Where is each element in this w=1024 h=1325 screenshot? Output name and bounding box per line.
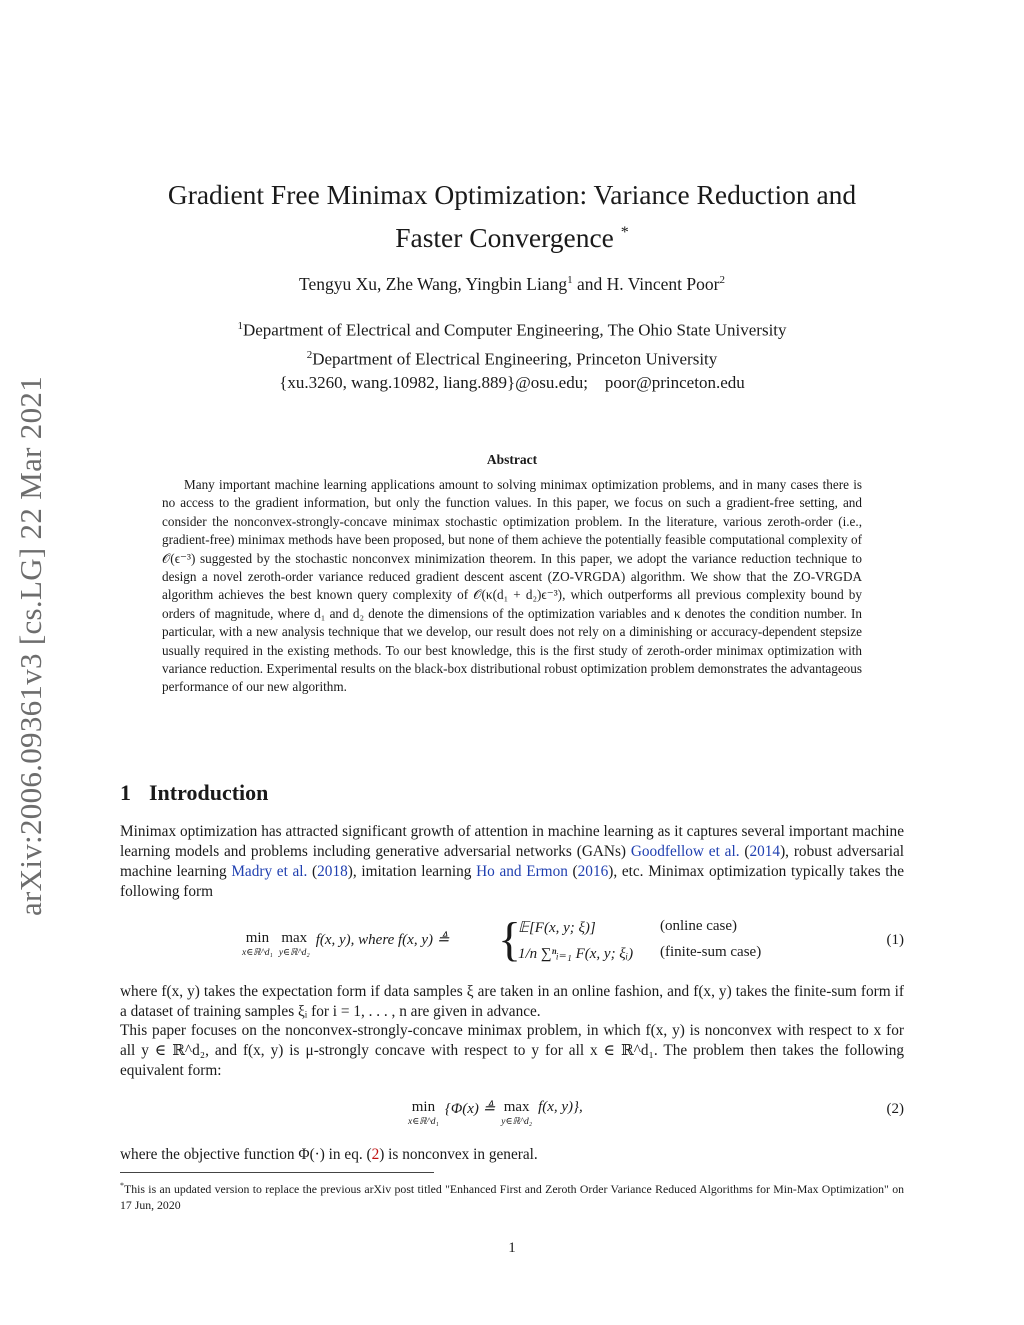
affiliation-princeton: $^2$Department of Electrical Engineering, Princeton University — [306, 348, 718, 369]
intro-paragraph-1: Minimax optimization has attracted significant growth of attention in machine learning as it captures several important machine learning models and problems including generative adversarial networks (GANs) Goodfellow et al. (2014), robust adversarial machine learning Madry et al. (2018), imitation learning Ho and Ermon (2016), etc. Minimax optimization typically takes the following form — [120, 823, 905, 900]
eq2-max-operator: max — [503, 1099, 530, 1115]
eq2-min-subscript: x∈ℝ^d₁ — [408, 1117, 439, 1127]
intro-paragraph-2: where f(x, y) takes the expectation form if data samples ξ are taken in an online fashion, and f(x, y) takes the finite-sum form if a dataset of training samples ξᵢ for i = 1, . . . , n are given in advance. — [120, 983, 904, 1020]
eq2-phi-definition: {Φ(x) ≜ — [444, 1101, 496, 1117]
citation-madry[interactable]: Madry et al. — [231, 863, 308, 880]
equation-1 — [120, 914, 904, 972]
eq2-max-subscript: y∈ℝ^d₂ — [501, 1117, 533, 1127]
affiliations — [100, 314, 924, 395]
intro-paragraph-3: This paper focuses on the nonconvex-strongly-concave minimax problem, in which f(x, y) is nonconvex with respect to x for all y ∈ ℝ^d₂, and f(x, y) is μ-strongly concave with respect to y for all x ∈ ℝ^d₁. The problem then takes the following equivalent form: — [120, 1022, 904, 1079]
eq1-case-finite-sum-label: (finite-sum case) — [660, 944, 762, 960]
eq1-max-subscript: y∈ℝ^d₂ — [278, 948, 310, 958]
eq1-min-subscript: x∈ℝ^d₁ — [242, 948, 273, 958]
citation-goodfellow[interactable]: Goodfellow et al. — [630, 843, 740, 860]
author-list: Tengyu Xu, Zhe Wang, Yingbin Liang$^1$ and H. Vincent Poor$^2$ — [299, 274, 725, 294]
equation-2-reference[interactable]: 2 — [371, 1146, 380, 1163]
footnote-divider — [120, 1172, 434, 1173]
citation-ho-ermon-year[interactable]: 2016 — [577, 863, 609, 880]
eq1-left-brace: { — [498, 913, 522, 966]
eq2-objective: f(x, y)}, — [538, 1099, 583, 1115]
eq1-case-online: 𝔼[F(x, y; ξ)] — [518, 920, 596, 936]
citation-ho-ermon[interactable]: Ho and Ermon — [476, 863, 568, 880]
citation-madry-year[interactable]: 2018 — [317, 863, 348, 880]
eq2-number: (2) — [886, 1101, 904, 1117]
eq1-case-online-label: (online case) — [660, 918, 738, 934]
eq1-definition: f(x, y), where f(x, y) ≜ — [315, 932, 450, 948]
citation-goodfellow-year[interactable]: 2014 — [749, 843, 781, 860]
eq1-number: (1) — [886, 932, 904, 948]
eq1-max-operator: max — [281, 930, 308, 946]
eq2-min-operator: min — [411, 1099, 436, 1115]
abstract-body — [162, 476, 862, 697]
eq1-min-operator: min — [245, 930, 270, 946]
page-number: 1 — [508, 1240, 516, 1256]
title-footnote: *This is an updated version to replace the previous arXiv post titled "Enhanced First and Zeroth Order Variance Reduced Algorithms for Min-Max Optimization" on 17 Jun, 2020 — [120, 1181, 904, 1212]
intro-paragraph-4: where the objective function Φ(·) in eq. (2) is nonconvex in general. — [120, 1146, 538, 1163]
abstract-text: Many important machine learning applications amount to solving minimax optimization problems, and in many cases there is no access to the gradient information, but only the function values. In this paper, we focus on such a gradient-free setting, and consider the nonconvex-strongly-concave minimax stochastic optimization problem. In the literature, various zeroth-order (i.e., gradient-free) minimax methods have been proposed, but none of them achieve the potentially feasible computational complexity of 𝒪(ϵ⁻³) suggested by the stochastic nonconvex minimization theorem. In this paper, we adopt the variance reduction technique to design a novel zeroth-order variance reduced gradient descent ascent (ZO-VRGDA) algorithm. We show that the ZO-VRGDA algorithm achieves the best known query complexity of 𝒪(κ(d₁ + d₂)ϵ⁻³), which outperforms all previous complexity bound by orders of magnitude, where d₁ and d₂ denote the dimensions of the optimization variables and κ denotes the condition number. In particular, with a new analysis technique that we develop, our result does not rely on a diminishing or accuracy-dependent stepsize usually required in the existing methods. To our best knowledge, this is the first study of zeroth-order minimax optimization with variance reduction. Experimental results on the black-box distributional robust optimization problem demonstrates the advantageous performance of our new algorithm. — [162, 477, 862, 695]
paper-title — [100, 176, 924, 257]
affiliation-ohio-state: $^1$Department of Electrical and Computer Engineering, The Ohio State University — [237, 320, 787, 340]
eq1-case-finite-sum: 1/n ∑ⁿᵢ₌₁ F(x, y; ξᵢ) — [518, 946, 634, 962]
author-emails: {xu.3260, wang.10982, liang.889}@osu.edu; poor@princeton.edu — [279, 373, 745, 393]
title-line-2: Faster Convergence * — [395, 222, 629, 254]
title-footnote-mark: * — [620, 224, 629, 241]
equation-2 — [120, 1095, 904, 1135]
title-line-1: Gradient Free Minimax Optimization: Variance Reduction and — [167, 179, 857, 210]
arxiv-identifier-stamp: arXiv:2006.09361v3 [cs.LG] 22 Mar 2021 — [13, 375, 48, 917]
abstract-heading: Abstract — [486, 452, 538, 467]
section-heading-introduction: 1 Introduction — [120, 780, 269, 805]
